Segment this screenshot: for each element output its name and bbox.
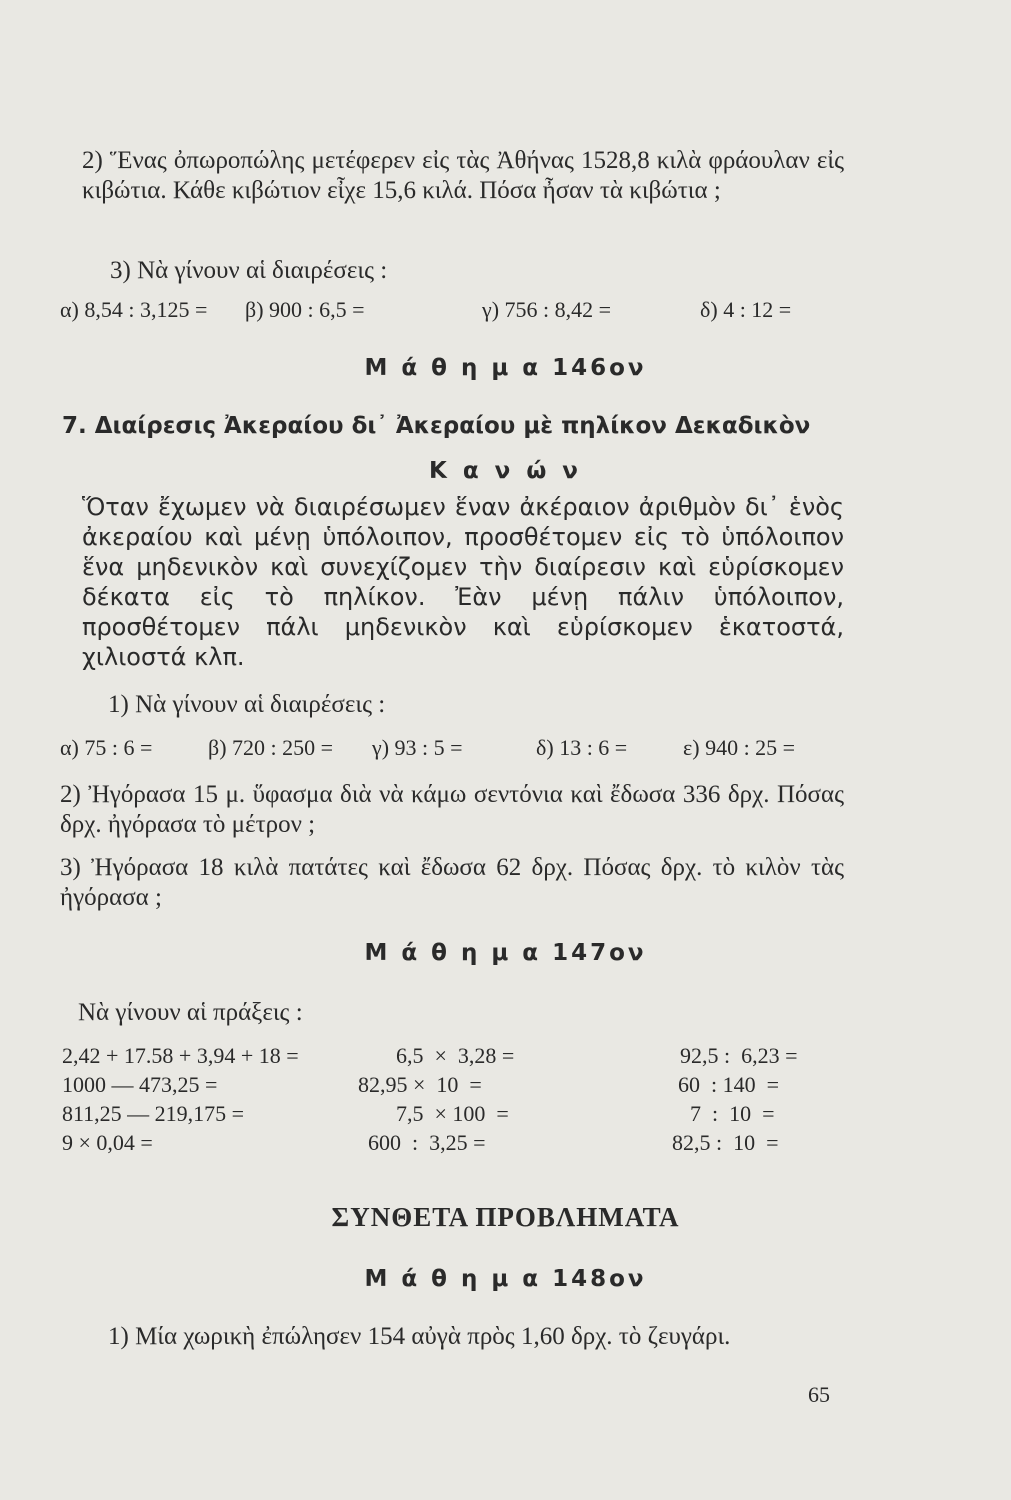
division-exercise: β) 720 : 250 = bbox=[208, 735, 334, 760]
division-exercise: β) 900 : 6,5 = bbox=[245, 297, 365, 322]
lesson-heading: Μ ά θ η μ α 148ον bbox=[364, 1266, 647, 1292]
division-exercise: α) 75 : 6 = bbox=[60, 735, 153, 760]
operation: 7,5 × 100 = bbox=[396, 1101, 509, 1126]
lesson-heading: Μ ά θ η μ α 147ον bbox=[364, 940, 647, 966]
operation: 92,5 : 6,23 = bbox=[680, 1043, 798, 1068]
division-exercise: δ) 13 : 6 = bbox=[536, 735, 628, 760]
problem-text: 2) Ἠγόρασα 15 μ. ὕφασμα διὰ νὰ κάμω σεντόνια καὶ ἔδωσα 336 δρχ. Πόσας δρχ. ἠγόρασα τὸ μέτρον ; bbox=[60, 781, 844, 838]
problem-text: 1) Μία χωρικὴ ἐπώλησεν 154 αὐγὰ πρὸς 1,60 δρχ. τὸ ζευγάρι. bbox=[108, 1323, 731, 1350]
operation: 811,25 — 219,175 = bbox=[62, 1101, 245, 1126]
operation: 6,5 × 3,28 = bbox=[396, 1043, 515, 1068]
operation: 60 : 140 = bbox=[678, 1072, 780, 1097]
division-exercise: α) 8,54 : 3,125 = bbox=[60, 297, 208, 322]
problem-text: 2) Ἕνας ὀπωροπώλης μετέφερεν εἰς τὰς Ἀθήνας 1528,8 κιλὰ φράουλαν εἰς κιβώτια. Κάθε κιβώτιον εἶχε 15,6 κιλά. Πόσα ἦσαν τὰ κιβώτια ; bbox=[82, 147, 844, 204]
lesson-heading: Μ ά θ η μ α 146ον bbox=[364, 355, 647, 381]
operation: 2,42 + 17.58 + 3,94 + 18 = bbox=[62, 1043, 299, 1068]
operation: 1000 — 473,25 = bbox=[62, 1072, 218, 1097]
section-heading: ΣΥΝΘΕΤΑ ΠΡΟΒΛΗΜΑΤΑ bbox=[331, 1202, 680, 1232]
operation: 7 : 10 = bbox=[690, 1101, 775, 1126]
operation: 9 × 0,04 = bbox=[62, 1130, 153, 1155]
division-exercise: γ) 93 : 5 = bbox=[372, 735, 463, 760]
section-title: 7. Διαίρεσις Ἀκεραίου δι᾽ Ἀκεραίου μὲ πηλίκον Δεκαδικὸν bbox=[62, 413, 811, 439]
operation: 600 : 3,25 = bbox=[368, 1130, 486, 1155]
division-exercise: γ) 756 : 8,42 = bbox=[482, 297, 612, 322]
division-exercise: ε) 940 : 25 = bbox=[683, 735, 796, 760]
exercise-intro: 3) Νὰ γίνουν αἱ διαιρέσεις : bbox=[110, 257, 388, 284]
problem-text: 3) Ἠγόρασα 18 κιλὰ πατάτες καὶ ἔδωσα 62 δρχ. Πόσας δρχ. τὸ κιλὸν τὰς ἠγόρασα ; bbox=[60, 854, 844, 911]
division-exercise: δ) 4 : 12 = bbox=[700, 297, 792, 322]
rule-text: Ὅταν ἔχωμεν νὰ διαιρέσωμεν ἕναν ἀκέραιον ἀριθμὸν δι᾽ ἑνὸς ἀκεραίου καὶ μένῃ ὑπόλοιπον, προσθέτομεν εἰς τὸ ὑπόλοιπον ἕνα μηδενικὸν καὶ συνεχίζομεν τὴν διαίρεσιν καὶ εὑρίσκομεν δέκατα εἰς τὸ πηλίκον. Ἐὰν μένῃ πάλιν ὑπόλοιπον, προσθέτομεν πάλι μηδενικὸν καὶ εὑρίσκομεν ἑκατοστά, χιλιοστά κλπ. bbox=[82, 493, 844, 671]
operation: 82,95 × 10 = bbox=[358, 1072, 482, 1097]
rule-label: Κ α ν ώ ν bbox=[429, 458, 582, 484]
exercise-intro: Νὰ γίνουν αἱ πράξεις : bbox=[78, 999, 303, 1026]
page-number: 65 bbox=[808, 1382, 830, 1407]
operation: 82,5 : 10 = bbox=[672, 1130, 779, 1155]
exercise-intro: 1) Νὰ γίνουν αἱ διαιρέσεις : bbox=[108, 691, 386, 718]
